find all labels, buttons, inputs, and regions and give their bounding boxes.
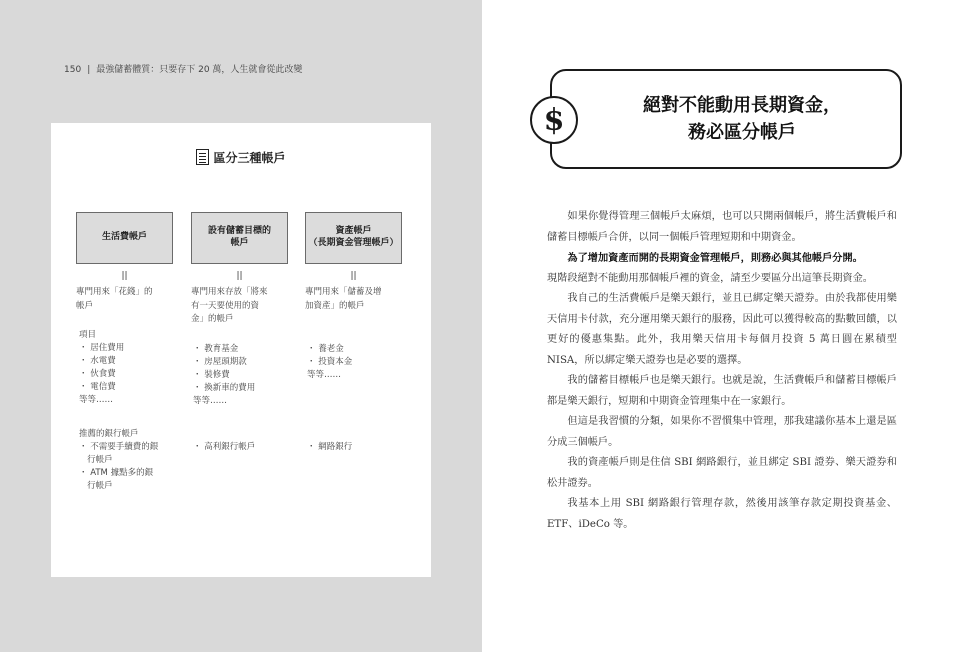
paragraph-emphasis: 為了增加資產而開的長期資金管理帳戶，則務必與其他帳戶分開。 (567, 252, 863, 264)
paragraph: 但這是我習慣的分類，如果你不習慣集中管理，那我建議你基本上還是區分成三個帳戶。 (547, 416, 897, 448)
document-icon (196, 149, 209, 165)
equals-sign: || (350, 271, 357, 281)
column-savings-goal (191, 212, 288, 327)
account-box-savings (191, 212, 288, 264)
account-description: 專門用來「花錢」的 帳戶 (76, 287, 153, 311)
account-box-living (76, 212, 173, 264)
item-list-living: 項目 ・ 居住費用 ・ 水電費 ・ 伙食費 ・ 電信費 等等…… (79, 330, 125, 405)
paragraph: 現階段絕對不能動用那個帳戶裡的資金，請至少要區分出這筆長期資金。 (547, 272, 873, 284)
running-header (64, 62, 302, 75)
page-number: 150 (64, 65, 82, 75)
body-text (547, 207, 897, 535)
paragraph: 我的資產帳戶則是住信 SBI 網路銀行，並且綁定 SBI 證券、樂天證券和松井證券。 (547, 457, 897, 489)
heading-line-1: 絕對不能動用長期資金， (643, 95, 841, 116)
column-living-expenses (76, 212, 173, 313)
paragraph: 如果你覺得管理三個帳戶太麻煩，也可以只開兩個帳戶，將生活費帳戶和儲蓄目標帳戶合併，以同一個帳戶管理短期和中期資金。 (547, 211, 897, 243)
account-box-asset (305, 212, 402, 264)
heading-line-2: 務必區分帳戶 (688, 122, 796, 143)
header-separator: | (87, 65, 91, 75)
account-description: 專門用來「儲蓄及增 加資產」的帳戶 (305, 287, 382, 311)
right-page (482, 0, 964, 652)
equals-sign: || (236, 271, 243, 281)
equals-sign: || (121, 271, 128, 281)
panel-title-text: 區分三種帳戶 (213, 151, 286, 165)
item-list-asset: ・ 養老金 ・ 投資本金 等等…… (307, 344, 353, 380)
bank-list-savings: ・ 高利銀行帳戶 (193, 442, 256, 452)
book-title: 最強儲蓄體質：只要存下 20 萬，人生就會從此改變 (96, 65, 303, 75)
account-box-label: 生活費帳戶 (101, 232, 147, 243)
column-asset (305, 212, 402, 313)
bank-list-asset: ・ 網路銀行 (307, 442, 353, 452)
item-list-savings: ・ 教育基金 ・ 房屋頭期款 ・ 裝修費 ・ 換新車的費用 等等…… (193, 344, 256, 406)
paragraph: 我基本上用 SBI 網路銀行管理存款，然後用該筆存款定期投資基金、ETF、iDeCo 等。 (547, 498, 897, 530)
bank-list-living: 推薦的銀行帳戶 ・ 不需要手續費的銀 行帳戶 ・ ATM 據點多的銀 行帳戶 (79, 429, 159, 491)
section-heading (582, 92, 902, 146)
dollar-icon: $ (530, 96, 578, 144)
paragraph: 我自己的生活費帳戶是樂天銀行，並且已綁定樂天證券。由於我都使用樂天信用卡付款，充分運用樂天銀行的服務，因此可以獲得較高的點數回饋，以更好的優惠集點。此外，我用樂天信用卡每個月投資 5 萬日圓在累積型 NISA，所以綁定樂天證券也是必要的選擇。 (547, 293, 897, 366)
account-box-label: 資產帳戶 （長期資金管理帳戶） (308, 226, 399, 248)
account-diagram-panel (51, 123, 431, 577)
account-description: 專門用來存放「將來 有一天要使用的資 金」的帳戶 (191, 287, 268, 324)
panel-title (51, 149, 431, 166)
account-box-label: 設有儲蓄目標的 帳戶 (207, 226, 271, 248)
paragraph: 我的儲蓄目標帳戶也是樂天銀行。也就是說，生活費帳戶和儲蓄目標帳戶都是樂天銀行，短期和中期資金管理集中在一家銀行。 (547, 375, 897, 407)
